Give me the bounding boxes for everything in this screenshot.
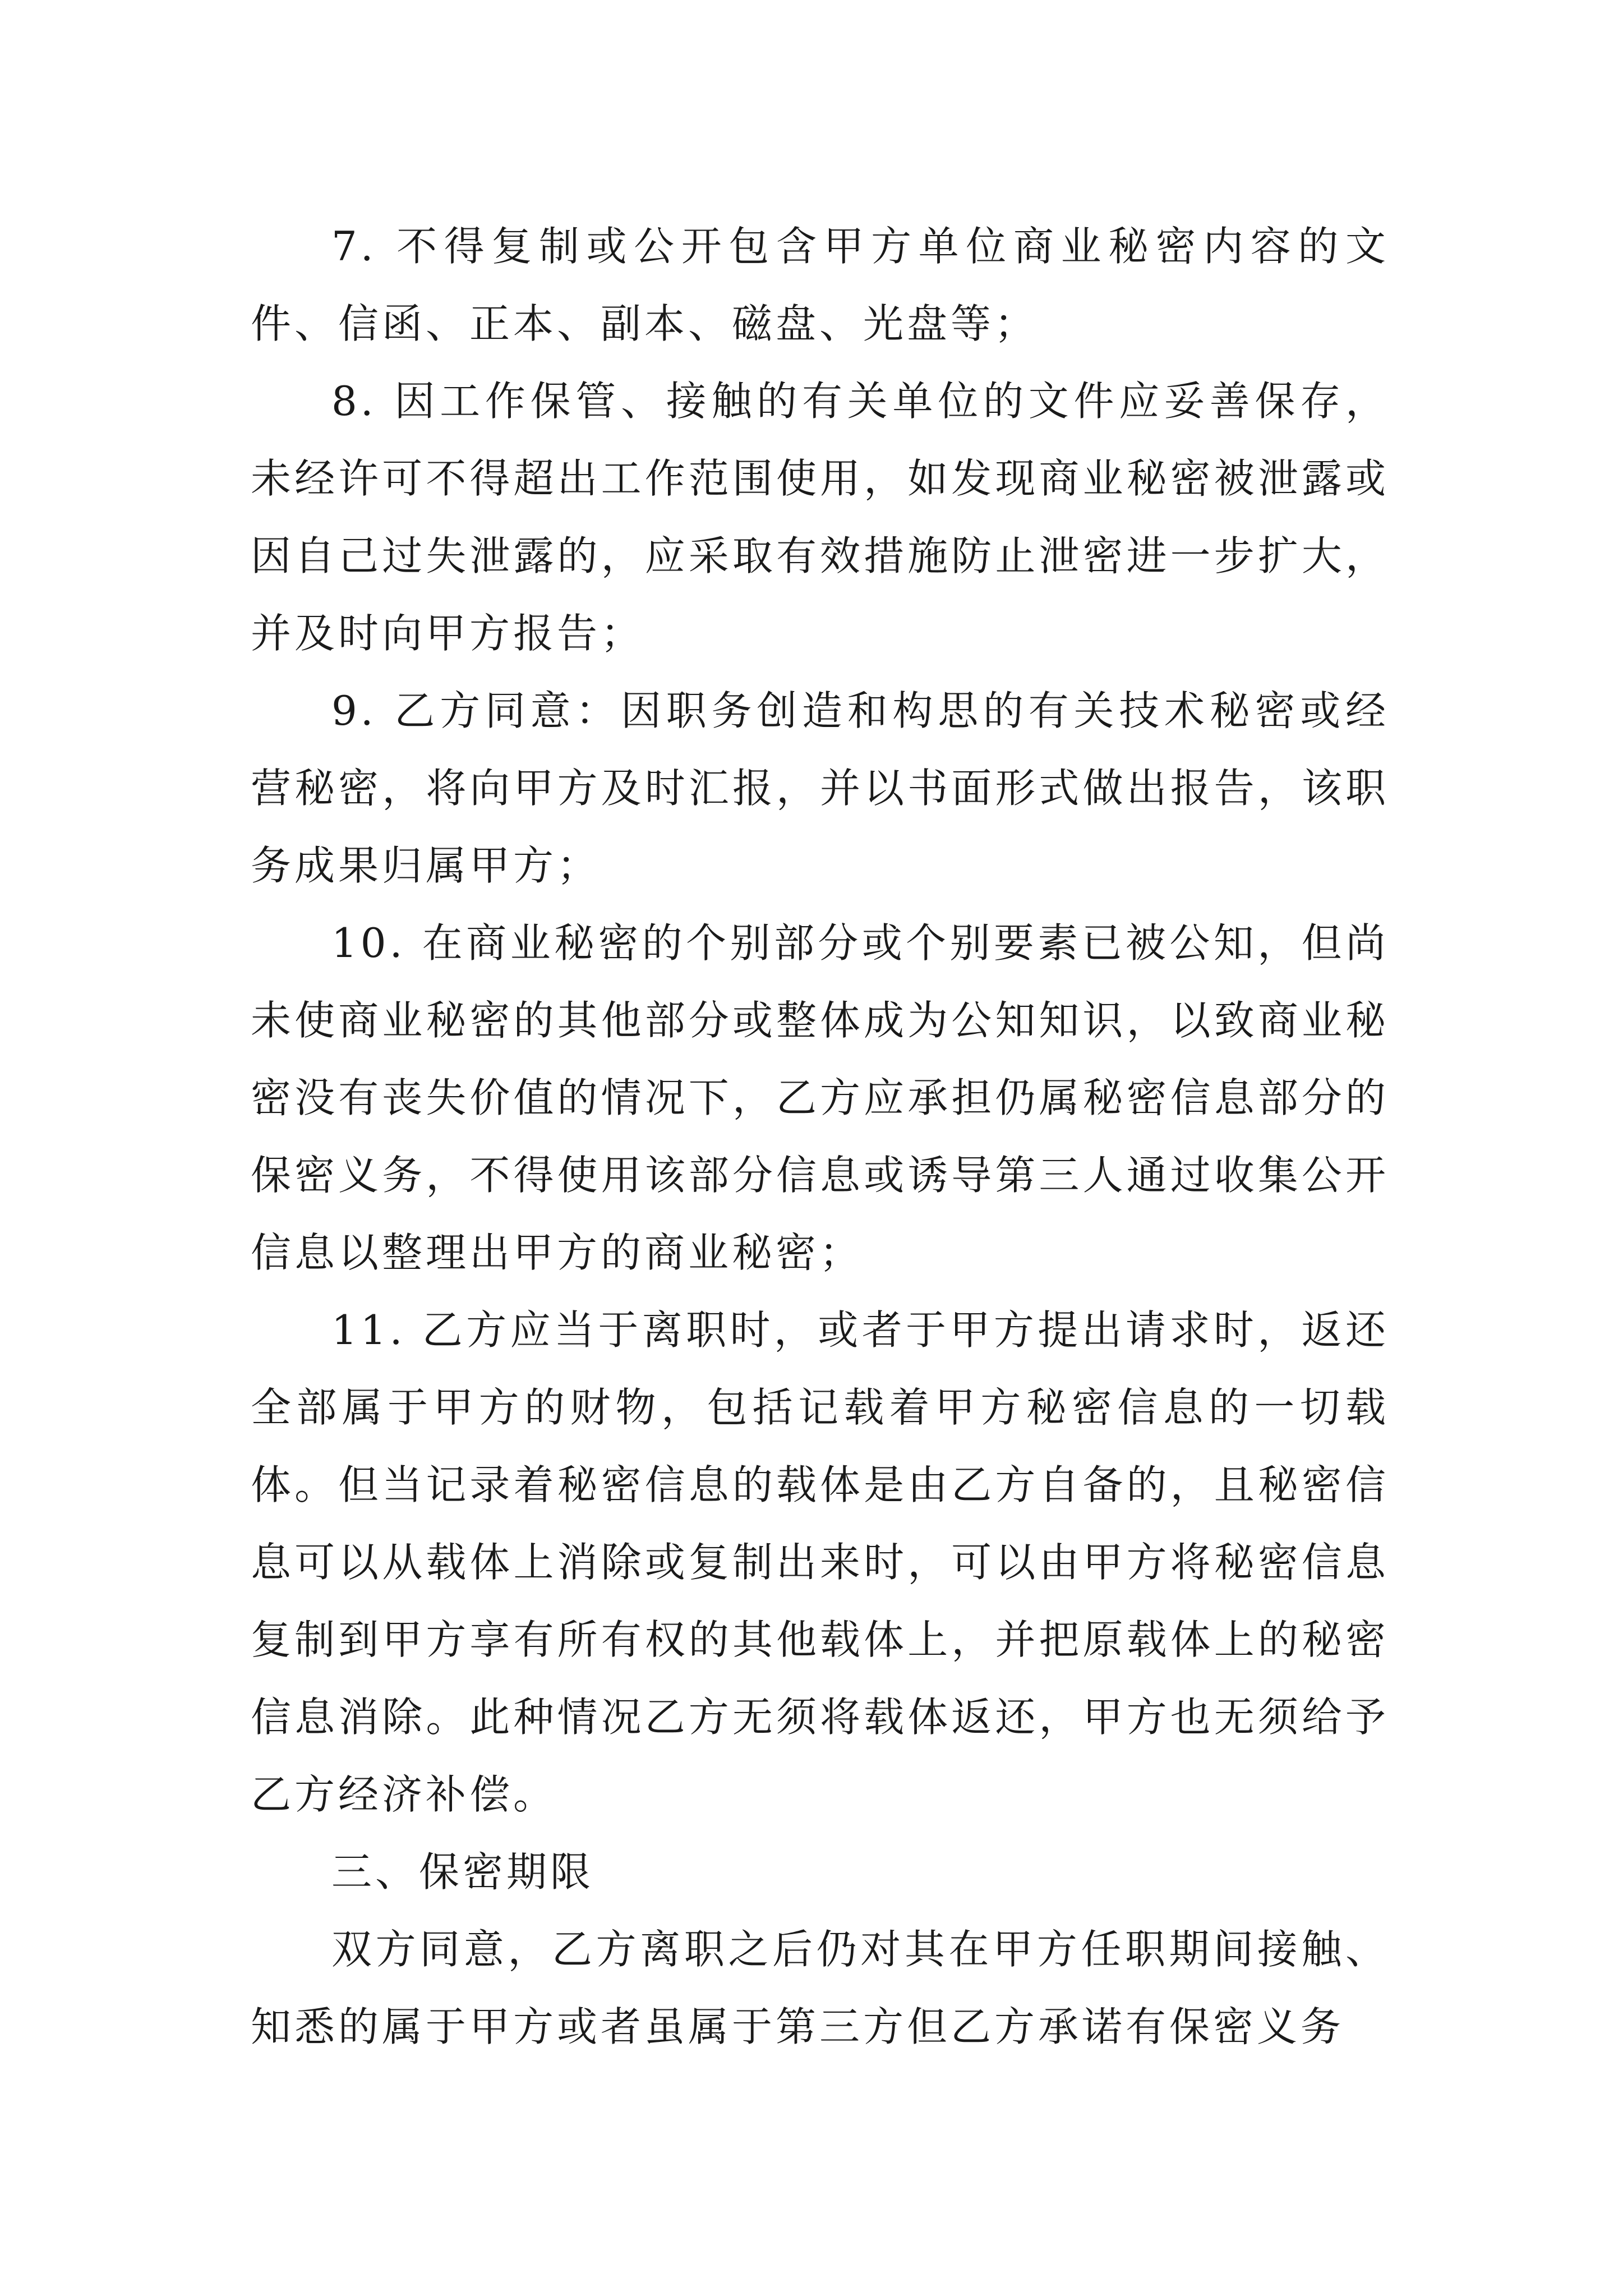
clause-8: 8. 因工作保管、接触的有关单位的文件应妥善保存，未经许可不得超出工作范围使用，如发现商业秘密被泄露或因自己过失泄露的，应采取有效措施防止泄密进一步扩大，并及时向甲方报告； xyxy=(251,378,1389,657)
confidentiality-period-paragraph: 双方同意，乙方离职之后仍对其在甲方任职期间接触、知悉的属于甲方或者虽属于第三方但乙方承诺有保密义务 xyxy=(251,1926,1389,2050)
clause-9: 9. 乙方同意：因职务创造和构思的有关技术秘密或经营秘密，将向甲方及时汇报，并以书面形式做出报告，该职务成果归属甲方； xyxy=(251,687,1389,889)
clause-10: 10. 在商业秘密的个别部分或个别要素已被公知，但尚未使商业秘密的其他部分或整体成为公知知识，以致商业秘密没有丧失价值的情况下，乙方应承担仍属秘密信息部分的保密义务，不得使用该部分信息或诱导第三人通过收集公开信息以整理出甲方的商业秘密； xyxy=(251,919,1389,1276)
document-body xyxy=(251,208,1389,2065)
section-heading-confidentiality-period: 三、保密期限 xyxy=(331,1848,594,1895)
clause-7: 7. 不得复制或公开包含甲方单位商业秘密内容的文件、信函、正本、副本、磁盘、光盘等； xyxy=(251,223,1389,347)
clause-11: 11. 乙方应当于离职时，或者于甲方提出请求时，返还全部属于甲方的财物，包括记载着甲方秘密信息的一切载体。但当记录着秘密信息的载体是由乙方自备的，且秘密信息可以从载体上消除或复制出来时，可以由甲方将秘密信息复制到甲方享有所有权的其他载体上，并把原载体上的秘密信息消除。此种情况乙方无须将载体返还，甲方也无须给予乙方经济补偿。 xyxy=(251,1306,1389,1818)
